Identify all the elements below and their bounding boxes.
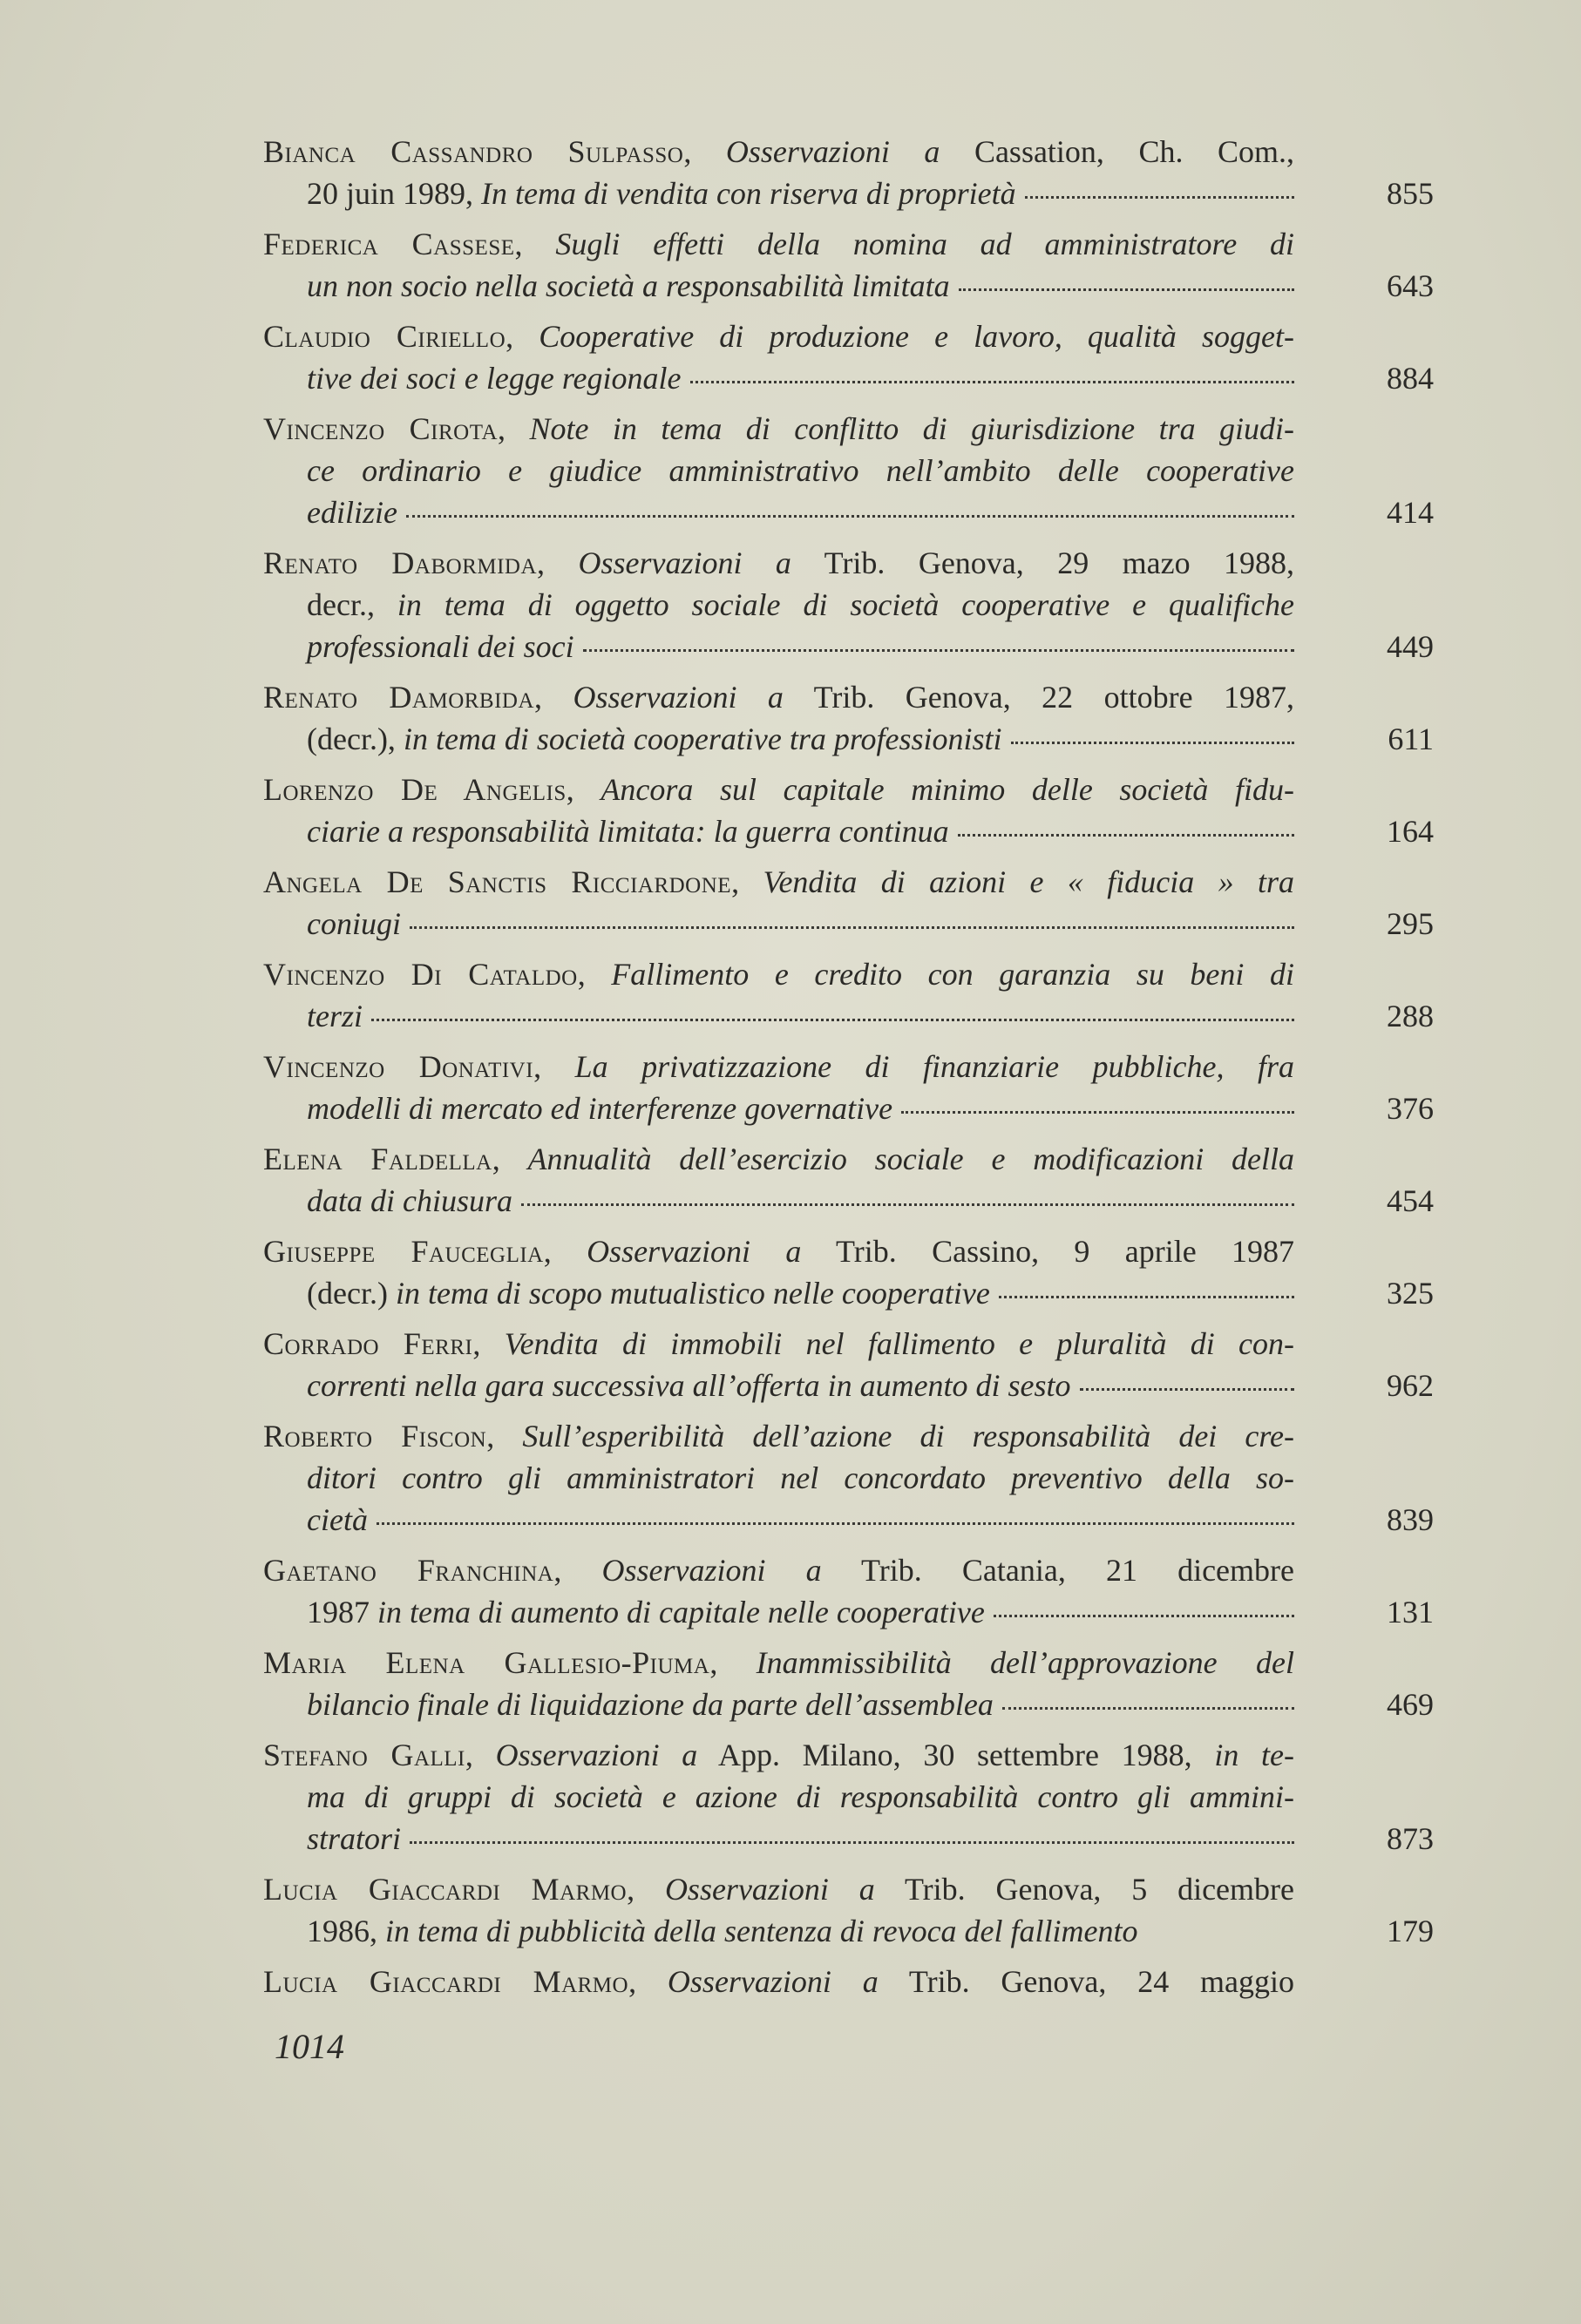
entry-title: Inammissibilità dell’approvazione del xyxy=(756,1645,1294,1680)
dot-leader xyxy=(1080,1386,1294,1391)
entry-text: Trib. Catania, 21 dicembre xyxy=(821,1553,1295,1588)
entry-line-text xyxy=(307,1684,994,1725)
entry-text: , xyxy=(472,1326,505,1361)
page-reference: 643 xyxy=(1387,268,1434,303)
entry-title: Sull’esperibilità dell’azione di responsabilità dei cre- xyxy=(522,1419,1295,1453)
author-name: Vincenzo Cirota xyxy=(263,411,499,446)
entry-text: , xyxy=(627,1872,665,1907)
entry-line xyxy=(263,1776,1294,1818)
entry-line xyxy=(263,542,1294,584)
author-name: Bianca Cassandro Sulpasso xyxy=(263,134,684,169)
entry-text: , xyxy=(628,1964,668,1999)
author-name: Angela De Sanctis Ricciardone xyxy=(263,864,732,899)
entry-title: Osservazioni a xyxy=(664,1872,875,1907)
page-reference: 454 xyxy=(1387,1183,1434,1218)
entry-title: Osservazioni a xyxy=(578,545,791,580)
dot-leader xyxy=(690,379,1294,383)
page-reference: 873 xyxy=(1387,1821,1434,1856)
entry-title: tive dei soci e legge regionale xyxy=(307,361,682,396)
entry-title: data di chiusura xyxy=(307,1183,513,1218)
entry-title: terzi xyxy=(307,999,363,1033)
page-reference: 179 xyxy=(1387,1914,1434,1948)
entry-text: , xyxy=(577,957,612,992)
entry-line xyxy=(263,1046,1294,1087)
index-entry xyxy=(263,953,1434,1037)
author-name: Federica Cassese xyxy=(263,227,515,261)
index-entry xyxy=(263,1734,1434,1860)
author-name: Claudio Ciriello xyxy=(263,319,506,354)
entry-line xyxy=(263,1591,1294,1633)
entry-line xyxy=(263,1365,1294,1406)
dot-leader xyxy=(959,287,1294,291)
entry-text: Trib. Genova, 29 mazo 1988, xyxy=(790,545,1295,580)
index-entry xyxy=(263,408,1434,533)
page-reference: 131 xyxy=(1387,1595,1434,1630)
entry-text: , xyxy=(492,1142,528,1176)
entry-line-text xyxy=(307,1910,1138,1952)
entry-title: edilizie xyxy=(307,495,397,530)
entry-text: App. Milano, 30 settembre 1988, xyxy=(697,1738,1215,1772)
entry-line xyxy=(263,1868,1294,1910)
entry-title: in te- xyxy=(1214,1738,1294,1772)
author-name: Gaetano Franchina xyxy=(263,1553,554,1588)
author-name: Giuseppe Fauceglia xyxy=(263,1234,544,1269)
index-entry xyxy=(263,769,1434,852)
entry-line xyxy=(263,491,1294,533)
dot-leader xyxy=(994,1613,1294,1617)
entry-line-text xyxy=(307,1499,368,1541)
page-reference: 295 xyxy=(1387,906,1434,941)
index-entry xyxy=(263,1230,1434,1314)
entry-line-text xyxy=(307,718,1002,760)
entry-line xyxy=(263,1642,1294,1684)
dot-leader xyxy=(371,1017,1294,1021)
author-name: Lorenzo De Angelis xyxy=(263,772,567,807)
page-reference: 288 xyxy=(1387,999,1434,1033)
entry-line xyxy=(263,718,1294,760)
entry-line-text xyxy=(307,1087,892,1129)
dot-leader xyxy=(1002,1705,1294,1710)
entry-line xyxy=(263,1323,1294,1365)
entry-text: 20 juin 1989, xyxy=(307,176,482,211)
entry-line xyxy=(263,1230,1294,1272)
entry-line-text xyxy=(307,1272,990,1314)
entry-title: Osservazioni a xyxy=(601,1553,822,1588)
page-reference: 376 xyxy=(1387,1091,1434,1126)
entry-text: 1986, xyxy=(307,1914,385,1948)
page-reference: 469 xyxy=(1387,1687,1434,1722)
entry-line-text xyxy=(307,357,682,399)
author-name: Elena Faldella xyxy=(263,1142,492,1176)
index-list xyxy=(263,131,1434,2011)
entry-text: (decr.), xyxy=(307,722,404,756)
entry-title: Vendita di azioni e « fiducia » tra xyxy=(763,864,1294,899)
dot-leader xyxy=(1011,740,1294,744)
entry-line-text xyxy=(307,491,397,533)
entry-text: , xyxy=(506,319,539,354)
index-entry xyxy=(263,1415,1434,1541)
author-name: Vincenzo Di Cataldo xyxy=(263,957,578,992)
entry-line-text xyxy=(307,1818,401,1860)
folio-page-number: 1014 xyxy=(275,2027,344,2066)
author-name: Corrado Ferri xyxy=(263,1326,473,1361)
entry-line xyxy=(263,1961,1294,2002)
entry-text: , xyxy=(566,772,601,807)
entry-line-text xyxy=(307,810,949,852)
dot-leader xyxy=(410,925,1294,929)
entry-line xyxy=(263,1138,1294,1180)
entry-line xyxy=(263,1910,1294,1952)
entry-title: Ancora sul capitale minimo delle società fidu- xyxy=(601,772,1295,807)
author-name: Renato Dabormida xyxy=(263,545,538,580)
entry-text: , xyxy=(537,545,579,580)
entry-title: cietà xyxy=(307,1502,368,1537)
entry-text: decr., xyxy=(307,587,397,622)
entry-text: , xyxy=(731,864,763,899)
entry-title: ma di gruppi di società e azione di responsabilità contro gli ammini- xyxy=(307,1779,1294,1814)
entry-title: Osservazioni a xyxy=(725,134,940,169)
entry-text: , xyxy=(465,1738,496,1772)
entry-title: in tema di pubblicità della sentenza di revoca del fallimento xyxy=(385,1914,1138,1948)
entry-title: stratori xyxy=(307,1821,402,1856)
entry-title: coniugi xyxy=(307,906,401,941)
entry-title: in tema di oggetto sociale di società cooperative e qualifiche xyxy=(397,587,1294,622)
entry-line-text xyxy=(307,1180,512,1222)
entry-text: 1987 xyxy=(307,1595,377,1630)
entry-line xyxy=(263,265,1294,307)
entry-line xyxy=(263,315,1294,357)
entry-title: Cooperative di produzione e lavoro, qualità sogget- xyxy=(539,319,1295,354)
entry-text: , xyxy=(709,1645,757,1680)
dot-leader xyxy=(1025,194,1294,199)
entry-line xyxy=(263,1734,1294,1776)
entry-text: , xyxy=(498,411,530,446)
entry-title: In tema di vendita con riserva di proprietà xyxy=(481,176,1016,211)
entry-line xyxy=(263,173,1294,214)
entry-line xyxy=(263,676,1294,718)
entry-title: modelli di mercato ed interferenze governative xyxy=(307,1091,893,1126)
entry-text: Trib. Cassino, 9 aprile 1987 xyxy=(801,1234,1295,1269)
entry-line-text xyxy=(307,995,363,1037)
entry-text: Trib. Genova, 24 maggio xyxy=(878,1964,1294,1999)
entry-line-text xyxy=(307,173,1016,214)
entry-text: (decr.) xyxy=(307,1276,396,1311)
dot-leader xyxy=(377,1521,1294,1525)
entry-text: Trib. Genova, 5 dicembre xyxy=(874,1872,1295,1907)
dot-leader xyxy=(406,513,1294,518)
entry-line xyxy=(263,584,1294,626)
entry-line xyxy=(263,1415,1294,1457)
entry-line xyxy=(263,1272,1294,1314)
entry-line-text xyxy=(307,1365,1071,1406)
dot-leader xyxy=(583,647,1294,652)
index-entry xyxy=(263,1549,1434,1633)
dot-leader xyxy=(521,1202,1294,1206)
page-reference: 611 xyxy=(1388,722,1434,756)
author-name: Renato Damorbida xyxy=(263,680,535,715)
entry-line xyxy=(263,1087,1294,1129)
page-reference: 449 xyxy=(1387,629,1434,664)
entry-title: Osservazioni a xyxy=(573,680,784,715)
entry-title: ciarie a responsabilità limitata: la guerra continua xyxy=(307,814,949,849)
entry-line xyxy=(263,1457,1294,1499)
author-name: Maria Elena Gallesio-Piuma xyxy=(263,1645,710,1680)
page-reference: 884 xyxy=(1387,361,1434,396)
entry-title: Osservazioni a xyxy=(587,1234,802,1269)
entry-title: professionali dei soci xyxy=(307,629,574,664)
entry-title: Note in tema di conflitto di giurisdizione tra giudi- xyxy=(529,411,1295,446)
entry-line xyxy=(263,810,1294,852)
entry-title: correnti nella gara successiva all’offerta in aumento di sesto xyxy=(307,1368,1071,1403)
index-entry xyxy=(263,676,1434,760)
entry-line-text xyxy=(307,265,950,307)
entry-title: in tema di aumento di capitale nelle cooperative xyxy=(377,1595,985,1630)
entry-text: , xyxy=(514,227,556,261)
entry-line xyxy=(263,1180,1294,1222)
entry-title: La privatizzazione di finanziarie pubbliche, fra xyxy=(574,1049,1295,1084)
entry-text: Cassation, Ch. Com., xyxy=(940,134,1295,169)
index-entry xyxy=(263,542,1434,667)
entry-line xyxy=(263,1499,1294,1541)
page-reference: 414 xyxy=(1387,495,1434,530)
index-entry xyxy=(263,315,1434,399)
entry-line-text xyxy=(307,1591,985,1633)
entry-line xyxy=(263,769,1294,810)
entry-title: ditori contro gli amministratori nel concordato preventivo della so- xyxy=(307,1460,1294,1495)
author-name: Stefano Galli xyxy=(263,1738,465,1772)
author-name: Vincenzo Donativi xyxy=(263,1049,534,1084)
entry-title: bilancio finale di liquidazione da parte dell’assemblea xyxy=(307,1687,994,1722)
author-name: Lucia Giaccardi Marmo xyxy=(263,1872,628,1907)
entry-line xyxy=(263,861,1294,903)
index-entry xyxy=(263,131,1434,214)
entry-title: Sugli effetti della nomina ad amministratore di xyxy=(555,227,1295,261)
dot-leader xyxy=(958,832,1294,837)
index-entry xyxy=(263,1868,1434,1952)
entry-title: un non socio nella società a responsabilità limitata xyxy=(307,268,950,303)
entry-text: , xyxy=(543,1234,587,1269)
entry-line-text xyxy=(307,626,574,667)
entry-title: ce ordinario e giudice amministrativo nell’ambito delle cooperative xyxy=(307,453,1294,488)
entry-line xyxy=(263,131,1294,173)
entry-line xyxy=(263,1684,1294,1725)
entry-line xyxy=(263,626,1294,667)
index-entry xyxy=(263,1323,1434,1406)
entry-title: Annualità dell’esercizio sociale e modificazioni della xyxy=(527,1142,1294,1176)
page-reference: 855 xyxy=(1387,176,1434,211)
entry-text: Trib. Genova, 22 ottobre 1987, xyxy=(783,680,1294,715)
index-entry xyxy=(263,1642,1434,1725)
page-reference: 962 xyxy=(1387,1368,1434,1403)
dot-leader xyxy=(901,1109,1294,1114)
page-reference: 164 xyxy=(1387,814,1434,849)
entry-title: Osservazioni a xyxy=(667,1964,879,1999)
entry-line xyxy=(263,903,1294,945)
entry-text: , xyxy=(553,1553,602,1588)
entry-title: Osservazioni a xyxy=(495,1738,698,1772)
entry-line xyxy=(263,1818,1294,1860)
entry-line xyxy=(263,223,1294,265)
index-entry xyxy=(263,1046,1434,1129)
entry-text: , xyxy=(534,680,573,715)
entry-line xyxy=(263,995,1294,1037)
entry-title: in tema di società cooperative tra professionisti xyxy=(403,722,1002,756)
entry-line xyxy=(263,408,1294,450)
entry-title: Fallimento e credito con garanzia su beni di xyxy=(611,957,1294,992)
entry-line xyxy=(263,953,1294,995)
page-reference: 839 xyxy=(1387,1502,1434,1537)
entry-line-text xyxy=(307,903,401,945)
author-name: Lucia Giaccardi Marmo xyxy=(263,1964,629,1999)
entry-title: in tema di scopo mutualistico nelle cooperative xyxy=(395,1276,990,1311)
index-entry xyxy=(263,1961,1294,2002)
index-entry xyxy=(263,861,1434,945)
entry-text: , xyxy=(683,134,726,169)
dot-leader xyxy=(410,1840,1294,1844)
index-entry xyxy=(263,1138,1434,1222)
entry-line xyxy=(263,450,1294,491)
dot-leader xyxy=(999,1294,1294,1298)
entry-text: , xyxy=(486,1419,523,1453)
entry-title: Vendita di immobili nel fallimento e pluralità di con- xyxy=(504,1326,1295,1361)
entry-line xyxy=(263,1549,1294,1591)
entry-line xyxy=(263,357,1294,399)
entry-text: , xyxy=(533,1049,575,1084)
author-name: Roberto Fiscon xyxy=(263,1419,487,1453)
page-reference: 325 xyxy=(1387,1276,1434,1311)
index-entry xyxy=(263,223,1434,307)
